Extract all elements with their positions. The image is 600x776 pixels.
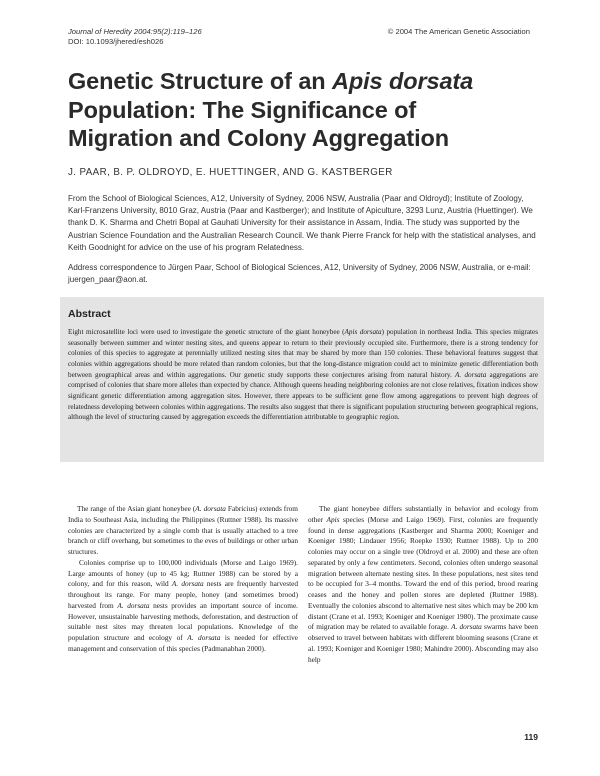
journal-citation (68, 27, 202, 46)
title-line-1: Genetic Structure of an Apis dorsata (68, 68, 474, 94)
abstract-heading: Abstract (68, 308, 111, 320)
title-line-2: Population: The Significance of (68, 96, 417, 123)
correspondence-address: Address correspondence to Jürgen Paar, School of Biological Sciences, A12, University of Sydney, 2006 NSW, Australia, or e-mail: juergen_paar@aon.at. (68, 263, 531, 285)
body-paragraph: The giant honeybee differs substantially in behavior and ecology from other Apis species (Morse and Laigo 1969). First, colonies are frequently found in dense aggregations (Kastberger and Sharma 2000; Koeniger and Koeniger 1980; Lindauer 1956; Roepke 1930; Ruttner 1988). Up to 200 colonies may occur on a single tree (Oldroyd et al. 2000) and these are often separated by only a few centimeters. Second, colonies often undergo seasonal migration between alternate nesting sites. In these populations, nest sites tend to be occupied for 3–4 months. Toward the end of this period, brood rearing ceases and the honey and pollen stores are depleted (Ruttner 1988). Eventually the colonies abscond to alternative nest sites which may be 200 km distant (Crane et al. 1993; Koeniger and Koeniger 1980). The proximate cause of migration may be related to available forage. A. dorsata swarms have been observed to travel between habitats with different blooming seasons (Crane et al. 1993; Koeniger and Koeniger 1980; Mahindre 2000). Absconding may also help (308, 504, 539, 664)
title-line-3: Migration and Colony Aggregation (68, 125, 450, 151)
abstract-text: Eight microsatellite loci were used to investigate the genetic structure of the giant honeybee (Apis dorsata) population in northeast India. This species migrates seasonally between summer and winter nesting sites, and queens appear to return to their previously occupied site. Furthermore, there is a strong tendency for colonies of this species to aggregate at perennially utilized nesting sites that may be shared by more than 150 colonies. These behavioral features suggest that colonies within aggregations should be more related than random colonies, but that the long-distance migration could act to minimize genetic differentiation both between geographical areas and within aggregations. Our genetic study supports these conjectures arising from natural history. A. dorsata aggregations are comprised of colonies that share more alleles than expected by chance. Although queens heading neighboring colonies are not close relatives, fixation indices show significant genetic differentiation among aggregation sites. However, there appears to be sufficient gene flow among aggregations to prevent high degrees of relatedness developing between colonies within aggregations. The results also suggest that there is significant population structuring between geographical regions, although the level of structuring caused by aggregation exceeds the differentiation attributable to geographic region. (68, 328, 538, 422)
species-name: Apis dorsata (331, 68, 474, 94)
affiliation-note: From the School of Biological Sciences, A12, University of Sydney, 2006 NSW, Australia (Paar and Oldroyd); Institute of Zoology, Karl-Franzens University, 8010 Graz, Austria (Paar and Kastberger); and Institute of Apiculture, 3293 Lunz, Austria (Huettinger). We thank D. K. Sharma and Chetri Bopal at Gauhati University for their assistance in Assam, India. The study was supported by the Austrian Science Foundation and the Australian Research Council. We thank Pierre Franck for help with the statistical analyses, and Keith Goodnight for advice on the use of his program Relatedness. (68, 194, 536, 252)
body-paragraph: The range of the Asian giant honeybee (A. dorsata Fabricius) extends from India to Southeast Asia, including the Philippines (Ruttner 1988). Its massive colonies are characterized by a single comb that is usually attached to a tree branch or cliff overhang, but sometimes to the eves of buildings or other urban structures. (68, 504, 298, 556)
article-title (68, 67, 538, 153)
doi: DOI: 10.1093/jhered/esh026 (68, 36, 164, 46)
body-paragraph: Colonies comprise up to 100,000 individuals (Morse and Laigo 1969). Large amounts of honey (up to 45 kg; Ruttner 1988) can be stored by a colony, and for this reason, wild A. dorsata nests are frequently harvested throughout its range. For many people, honey (and sometimes brood) harvested from A. dorsata nests provides an important source of income. However, unsustainable harvesting methods, deforestation, and destruction of suitable nest sites may threaten local populations. Knowledge of the population structure and ecology of A. dorsata is needed for effective management and conservation of this species (Padmanabhan 2000). (68, 557, 299, 653)
page-number: 119 (524, 732, 538, 742)
copyright: © 2004 The American Genetic Association (387, 27, 530, 36)
journal-name: Journal of Heredity 2004:95(2):119–126 (68, 27, 202, 36)
body-column-left (68, 504, 298, 655)
author-list: J. PAAR, B. P. OLDROYD, E. HUETTINGER, AND G. KASTBERGER (68, 167, 393, 178)
body-column-right (308, 504, 538, 665)
